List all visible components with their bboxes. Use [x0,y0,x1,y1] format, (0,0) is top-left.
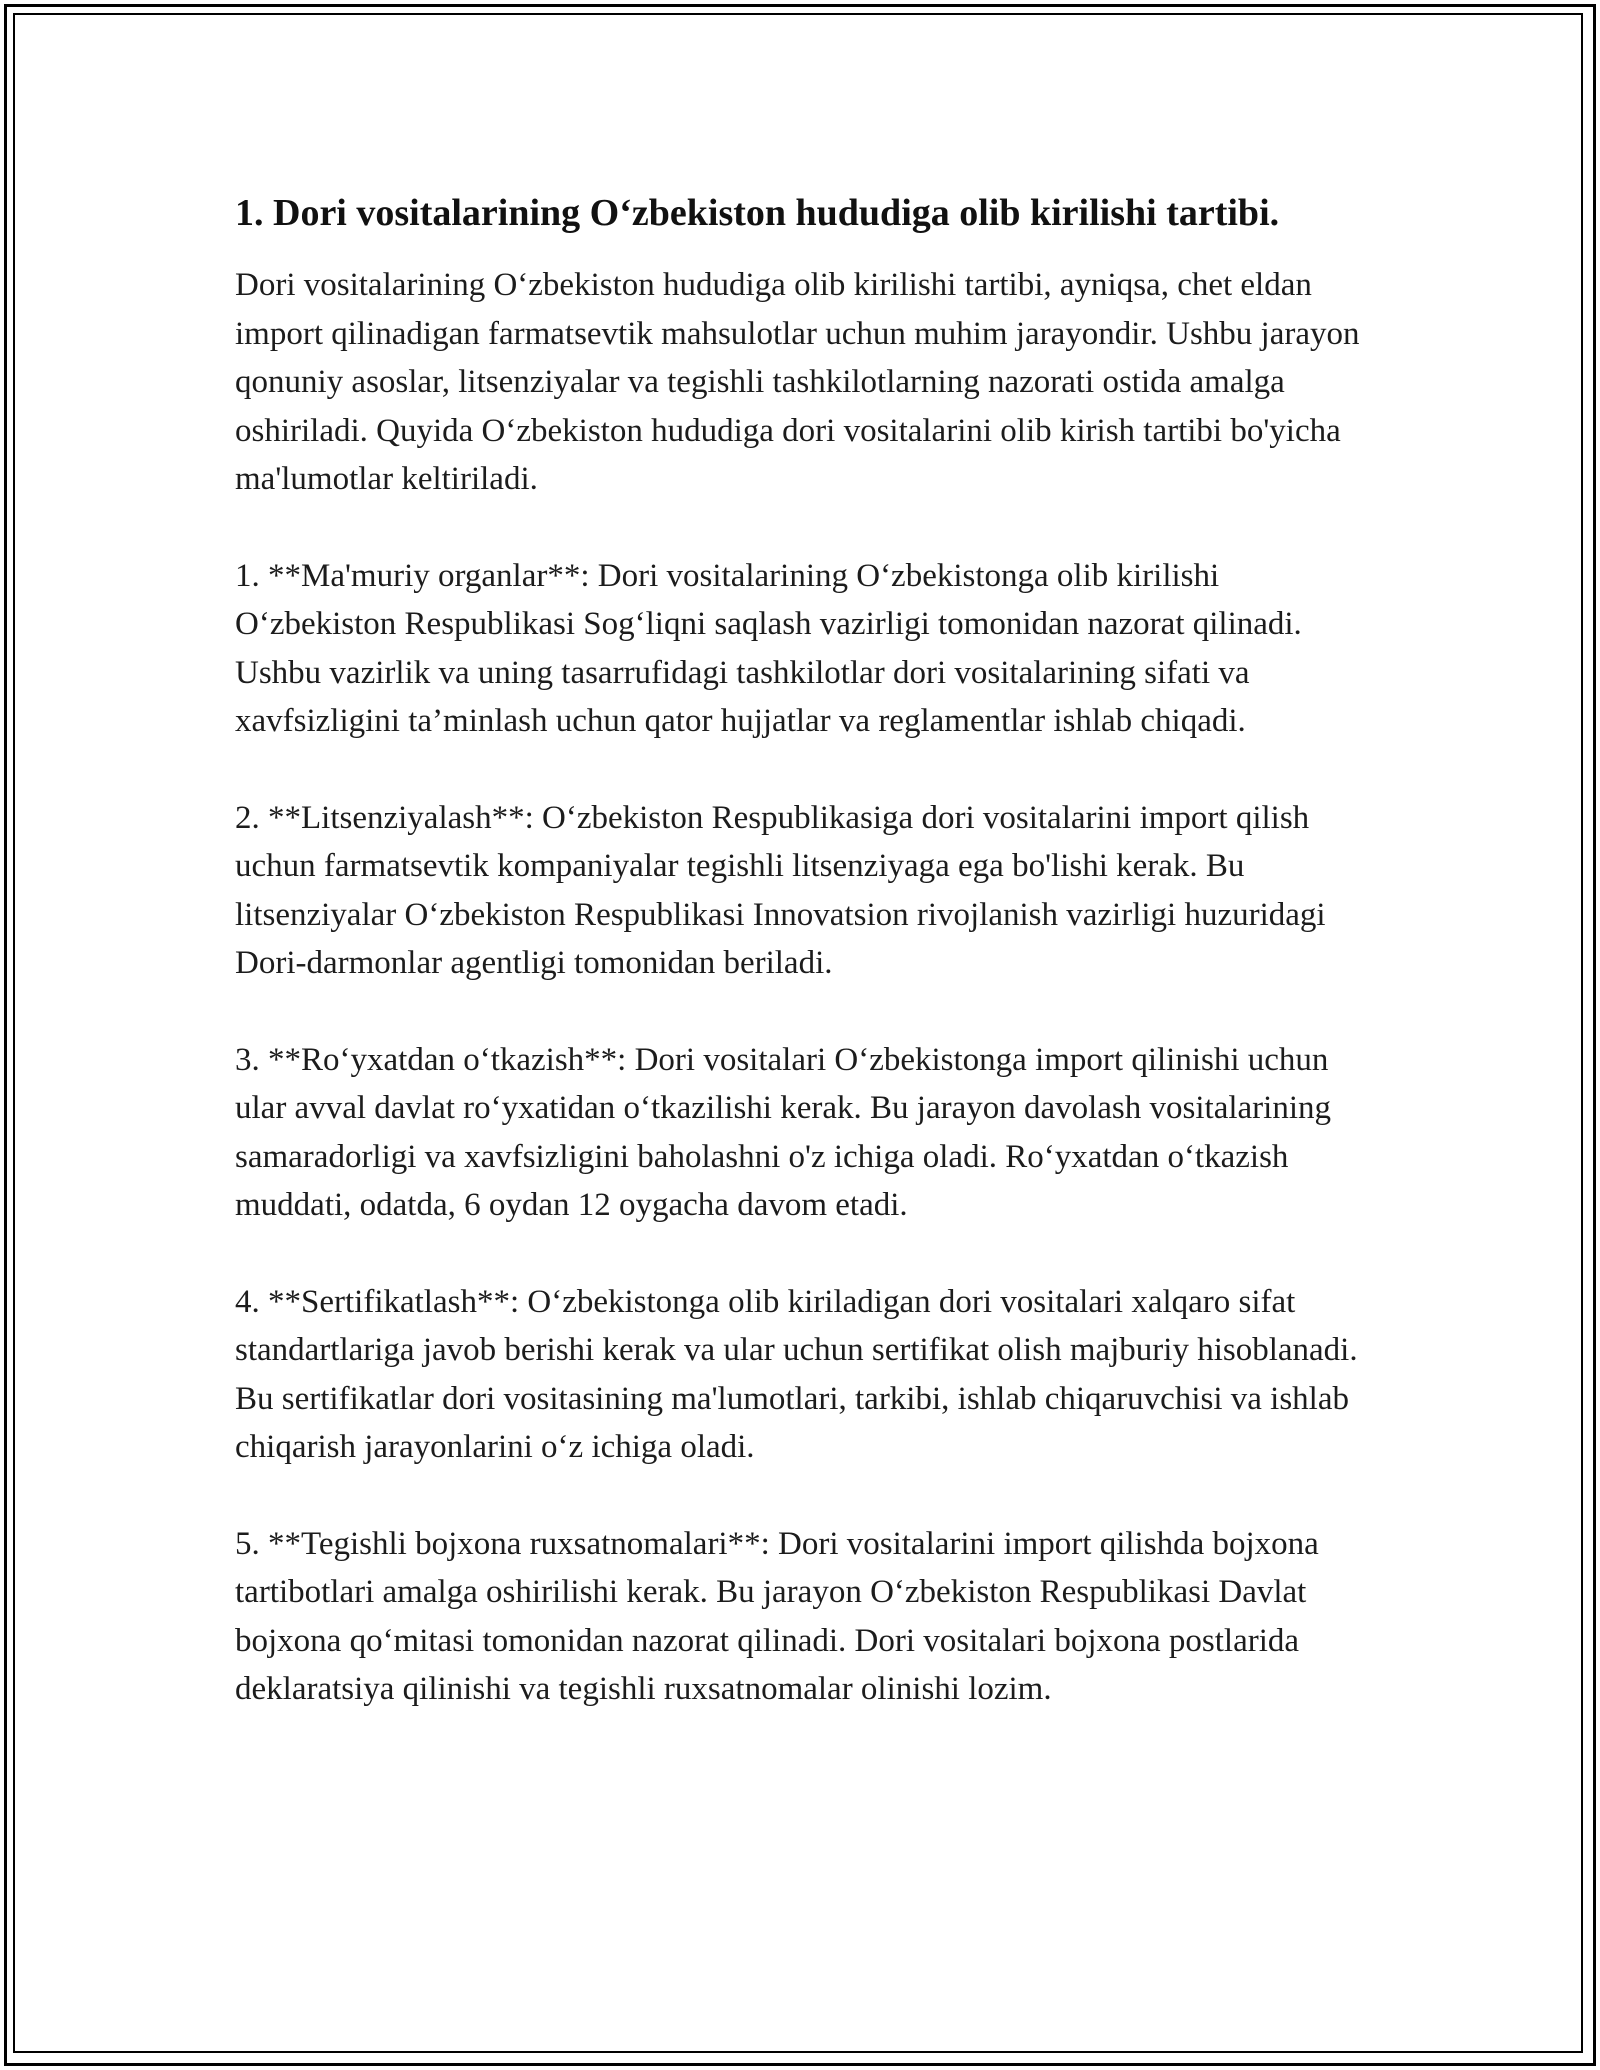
paragraph-certification: 4. **Sertifikatlash**: O‘zbekistonga olib kiriladigan dori vositalari xalqaro sifat standartlariga javob berishi kerak va ular uchun sertifikat olish majburiy hisoblanadi. Bu sertifikatlar dori vositasining ma'lumotlari, tarkibi, ishlab chiqaruvchisi va ishlab chiqarish jarayonlarini o‘z ichiga oladi. [235,1283,1358,1465]
paragraph-registration: 3. **Ro‘yxatdan o‘tkazish**: Dori vositalari O‘zbekistonga import qilinishi uchun ular avval davlat ro‘yxatidan o‘tkazilishi kerak. Bu jarayon davolash vositalarining samaradorligi va xavfsizligini baholashni o'z ichiga oladi. Ro‘yxatdan o‘tkazish muddati, odatda, 6 oydan 12 oygacha davom etadi. [235,1041,1331,1223]
document-title: 1. Dori vositalarining O‘zbekiston hududiga olib kirilishi tartibi. [235,192,1280,234]
intro-paragraph: Dori vositalarining O‘zbekiston hududiga olib kirilishi tartibi, ayniqsa, chet eldan import qilinadigan farmatsevtik mahsulotlar uchun muhim jarayondir. Ushbu jarayon qonuniy asoslar, litsenziyalar va tegishli tashkilotlarning nazorati ostida amalga oshiriladi. Quyida O‘zbekiston hududiga dori vositalarini olib kirish tartibi bo'yicha ma'lumotlar keltiriladi. [235,267,1360,497]
document-body [235,185,1385,1762]
paragraph-administrative-bodies: 1. **Ma'muriy organlar**: Dori vositalarining O‘zbekistonga olib kirilishi O‘zbekiston Respublikasi Sog‘liqni saqlash vazirligi tomonidan nazorat qilinadi. Ushbu vazirlik va uning tasarrufidagi tashkilotlar dori vositalarining sifati va xavfsizligini ta’minlash uchun qator hujjatlar va reglamentlar ishlab chiqadi. [235,557,1302,739]
paragraph-licensing: 2. **Litsenziyalash**: O‘zbekiston Respublikasiga dori vositalarini import qilish uchun farmatsevtik kompaniyalar tegishli litsenziyaga ega bo'lishi kerak. Bu litsenziyalar O‘zbekiston Respublikasi Innovatsion rivojlanish vazirligi huzuridagi Dori-darmonlar agentligi tomonidan beriladi. [235,799,1326,981]
paragraph-customs-permits: 5. **Tegishli bojxona ruxsatnomalari**: Dori vositalarini import qilishda bojxona tartibotlari amalga oshirilishi kerak. Bu jarayon O‘zbekiston Respublikasi Davlat bojxona qo‘mitasi tomonidan nazorat qilinadi. Dori vositalari bojxona postlarida deklaratsiya qilinishi va tegishli ruxsatnomalar olinishi lozim. [235,1525,1319,1707]
